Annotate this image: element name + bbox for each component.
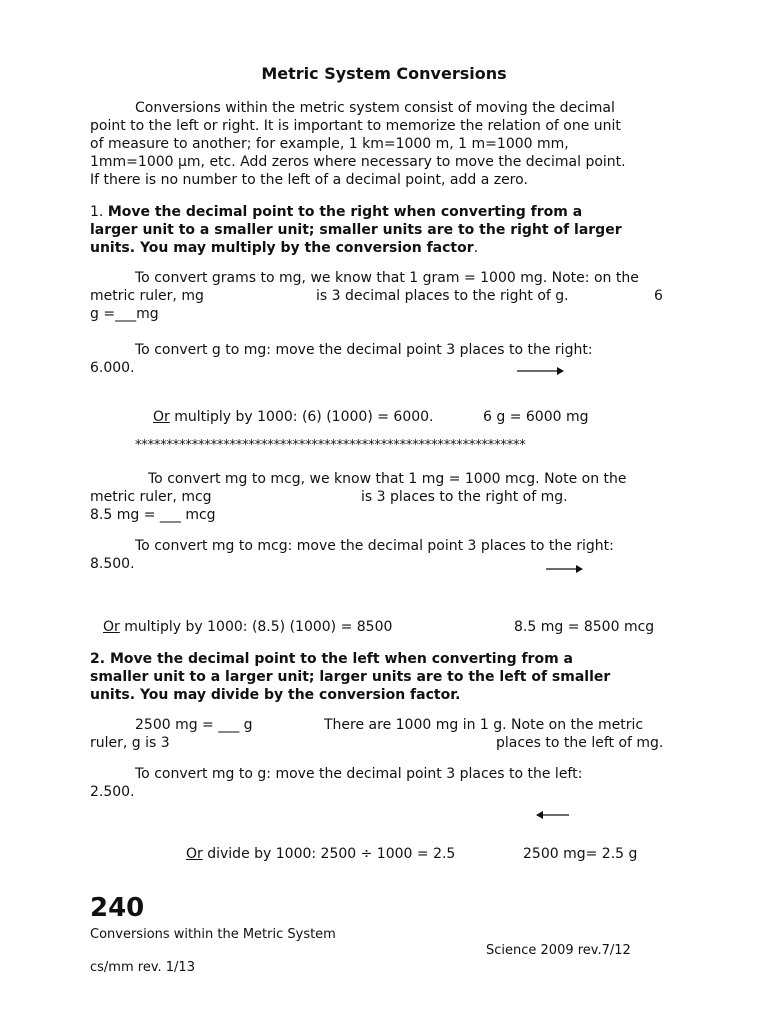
ex2-line1: To convert mg to mcg, we know that 1 mg = 1000 mcg. Note on the bbox=[148, 471, 627, 487]
intro-line: Conversions within the metric system consist of moving the decimal bbox=[135, 100, 615, 116]
ex1-step-b: 6.000. bbox=[90, 360, 135, 376]
rule-2-line: Move the decimal point to the left when converting from a bbox=[109, 651, 573, 667]
ex3-line2b: places to the left of mg. bbox=[496, 735, 664, 751]
ex1-line1: To convert grams to mg, we know that 1 gram = 1000 mg. Note: on the bbox=[135, 270, 639, 286]
rule-2-number: 2. bbox=[90, 651, 106, 667]
or-word: Or bbox=[103, 619, 120, 635]
footer-subtitle: Conversions within the Metric System bbox=[90, 927, 336, 942]
arrow-right-icon bbox=[517, 365, 565, 377]
ex3-line2a: ruler, g is 3 bbox=[90, 735, 170, 751]
ex1-line2c: 6 bbox=[654, 288, 663, 304]
page-title: Metric System Conversions bbox=[261, 64, 507, 83]
ex3-step-b: 2.500. bbox=[90, 784, 135, 800]
ex1-line2a: metric ruler, mg bbox=[90, 288, 204, 304]
ex2-answer: 8.5 mg = 8500 mcg bbox=[514, 619, 655, 635]
rule-1 bbox=[90, 203, 690, 257]
ex2-line2a: metric ruler, mcg bbox=[90, 489, 212, 505]
ex1-line2b: is 3 decimal places to the right of g. bbox=[316, 288, 569, 304]
rule-2-line: units. You may divide by the conversion factor. bbox=[90, 687, 461, 703]
ex2-line3: 8.5 mg = ___ mcg bbox=[90, 507, 216, 523]
footer-revision: cs/mm rev. 1/13 bbox=[90, 960, 195, 975]
ex3-or-line bbox=[186, 846, 455, 862]
ex1-or-rest: multiply by 1000: (6) (1000) = 6000. bbox=[169, 409, 434, 425]
ex2-step-a: To convert mg to mcg: move the decimal point 3 places to the right: bbox=[135, 538, 614, 554]
ex1-or-line bbox=[153, 409, 433, 425]
ex3-line1b: There are 1000 mg in 1 g. Note on the metric bbox=[324, 717, 644, 733]
intro-line: of measure to another; for example, 1 km=1000 m, 1 m=1000 mm, bbox=[90, 136, 569, 152]
ex3-line1a: 2500 mg = ___ g bbox=[135, 717, 253, 733]
ex1-line3: g =___mg bbox=[90, 306, 159, 322]
ex2-step-b: 8.500. bbox=[90, 556, 135, 572]
footer-right: Science 2009 rev.7/12 bbox=[486, 943, 631, 958]
intro-line: 1mm=1000 µm, etc. Add zeros where necessary to move the decimal point. bbox=[90, 154, 626, 170]
arrow-right-icon bbox=[546, 563, 584, 575]
ex3-answer: 2500 mg= 2.5 g bbox=[523, 846, 638, 862]
ex1-answer: 6 g = 6000 mg bbox=[483, 409, 589, 425]
rule-1-period: . bbox=[473, 240, 479, 256]
rule-1-line: units. You may multiply by the conversion factor bbox=[90, 240, 474, 256]
rule-2 bbox=[90, 650, 690, 704]
intro-paragraph bbox=[90, 99, 690, 189]
rule-2-line: smaller unit to a larger unit; larger units are to the left of smaller bbox=[90, 669, 611, 685]
rule-1-number: 1. bbox=[90, 204, 104, 220]
page-number: 240 bbox=[90, 893, 145, 923]
ex2-line2b: is 3 places to the right of mg. bbox=[361, 489, 568, 505]
ex3-step-a: To convert mg to g: move the decimal point 3 places to the left: bbox=[135, 766, 583, 782]
intro-line: If there is no number to the left of a decimal point, add a zero. bbox=[90, 172, 528, 188]
ex2-or-line bbox=[103, 619, 392, 635]
ex1-step-a: To convert g to mg: move the decimal point 3 places to the right: bbox=[135, 342, 593, 358]
rule-1-line: Move the decimal point to the right when converting from a bbox=[107, 204, 583, 220]
or-word: Or bbox=[186, 846, 203, 862]
ex2-or-rest: multiply by 1000: (8.5) (1000) = 8500 bbox=[119, 619, 393, 635]
rule-1-line: larger unit to a smaller unit; smaller units are to the right of larger bbox=[90, 222, 622, 238]
arrow-left-icon bbox=[535, 809, 569, 821]
ex3-or-rest: divide by 1000: 2500 ÷ 1000 = 2.5 bbox=[202, 846, 456, 862]
intro-line: point to the left or right. It is important to memorize the relation of one unit bbox=[90, 118, 621, 134]
or-word: Or bbox=[153, 409, 170, 425]
separator: ************************************************************** bbox=[135, 438, 526, 453]
